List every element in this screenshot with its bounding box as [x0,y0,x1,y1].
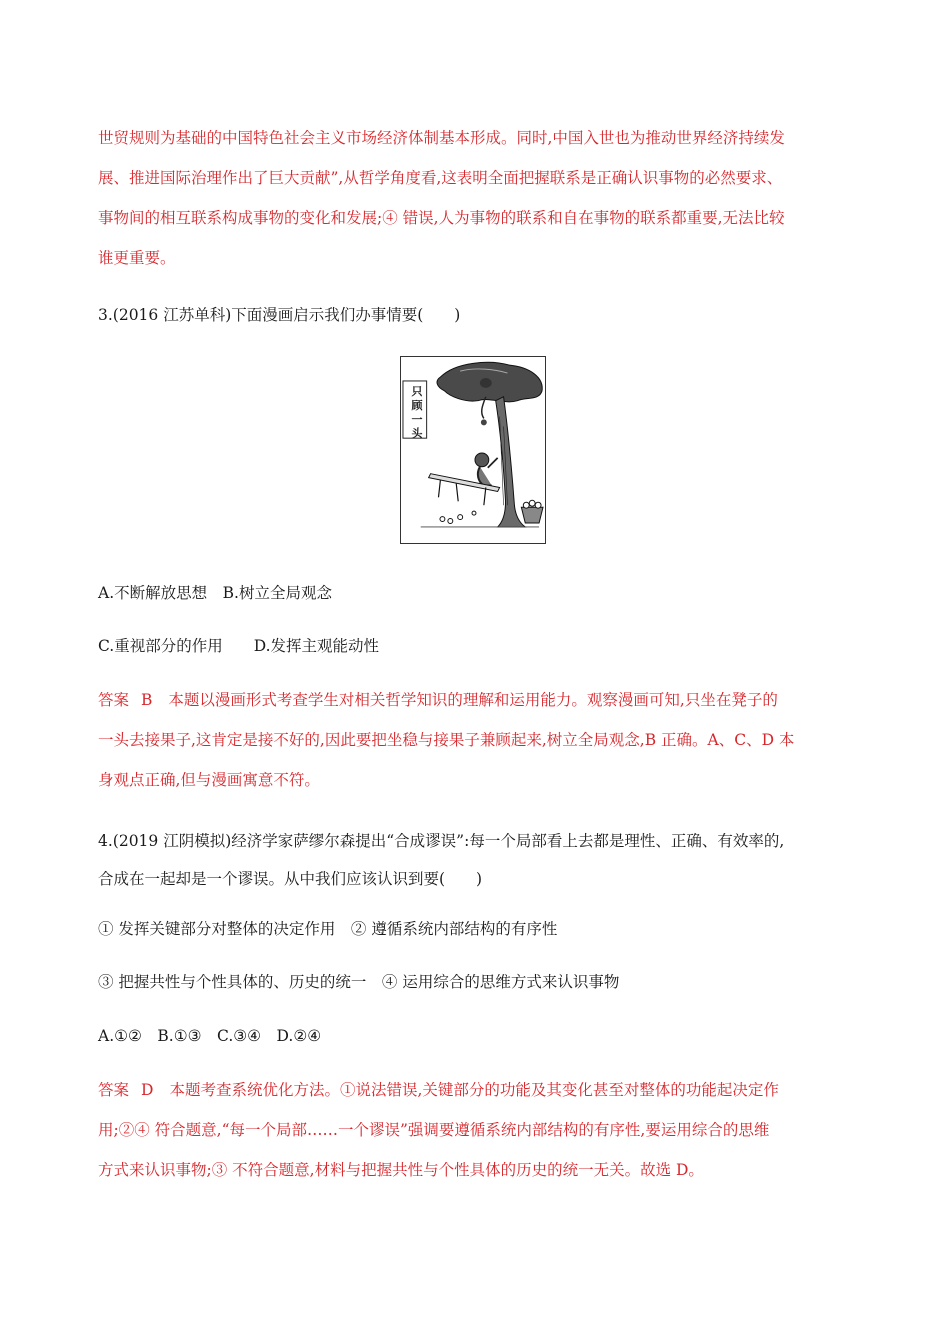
fruit-icon [440,517,445,522]
fruit-icon [448,519,453,524]
answer-line [98,1070,850,1110]
cartoon-caption [409,385,425,441]
answer-line [98,680,850,720]
fruit-icon [472,511,476,515]
bench-icon [429,474,500,506]
answer-label: 答案 [98,691,130,709]
question4-options: A.①② B.①③ C.③④ D.②④ [98,1027,322,1045]
fruit-basket-icon [521,500,543,523]
answer-line: 世贸规则为基础的中国特色社会主义市场经济体制基本形成。同时,中国入世也为推动世界经济持续发 [98,129,785,147]
stem-line: 合成在一起却是一个谬误。从中我们应该认识到要( ) [98,870,483,888]
stem-line: 4.(2019 江阴模拟)经济学家萨缪尔森提出“合成谬误”:每一个局部看上去都是理性、正确、有效率的, [98,832,785,850]
question4-statements-row2: ③ 把握共性与个性具体的、历史的统一 ④ 运用综合的思维方式来认识事物 [98,973,620,991]
question3-stem: 3.(2016 江苏单科)下面漫画启示我们办事情要( ) [98,306,461,324]
caption-char: 只 [411,385,423,398]
answer-line: 方式来认识事物;③ 不符合题意,材料与把握共性与个性具体的历史的统一无关。故选 D。 [98,1161,704,1179]
answer-line: 展、推进国际治理作出了巨大贡献”,从哲学角度看,这表明全面把握联系是正确认识事物的必然要求、 [98,169,783,187]
caption-char: 头 [411,427,423,440]
caption-char: 一 [411,413,423,426]
answer-text: 本题考查系统优化方法。①说法错误,关键部分的功能及其变化甚至对整体的功能起决定作 [169,1081,779,1099]
answer-line: 一头去接果子,这肯定是接不好的,因此要把坐稳与接果子兼顾起来,树立全局观念,B 正确。A、C、D 本 [98,731,795,749]
cartoon-image [400,356,546,544]
answer-label: 答案 [98,1081,130,1099]
question4-answer [98,1070,850,1190]
answer-letter: B [141,691,153,709]
question3-options-row2: C.重视部分的作用 D.发挥主观能动性 [98,637,380,655]
answer-line: 用;②④ 符合题意,“每一个局部……一个谬误”强调要遵循系统内部结构的有序性,要运用综合的思维 [98,1121,770,1139]
fruit-icon [458,515,463,520]
answer-line: 身观点正确,但与漫画寓意不符。 [98,771,320,789]
caption-char: 顾 [411,399,423,412]
answer-line: 谁更重要。 [98,249,176,267]
answer-text: 本题以漫画形式考查学生对相关哲学知识的理解和运用能力。观察漫画可知,只坐在凳子的 [168,691,778,709]
monkey-icon [480,378,492,425]
answer2-continued [98,118,850,278]
question3-options-row1: A.不断解放思想 B.树立全局观念 [98,584,332,602]
answer-line: 事物间的相互联系构成事物的变化和发展;④ 错误,人为事物的联系和自在事物的联系都重要,无法比较 [98,209,785,227]
question4-statements-row1: ① 发挥关键部分对整体的决定作用 ② 遵循系统内部结构的有序性 [98,920,558,938]
question4-stem [98,822,850,898]
question3-answer [98,680,850,800]
monkey-icon [475,453,498,486]
answer-letter: D [141,1081,154,1099]
